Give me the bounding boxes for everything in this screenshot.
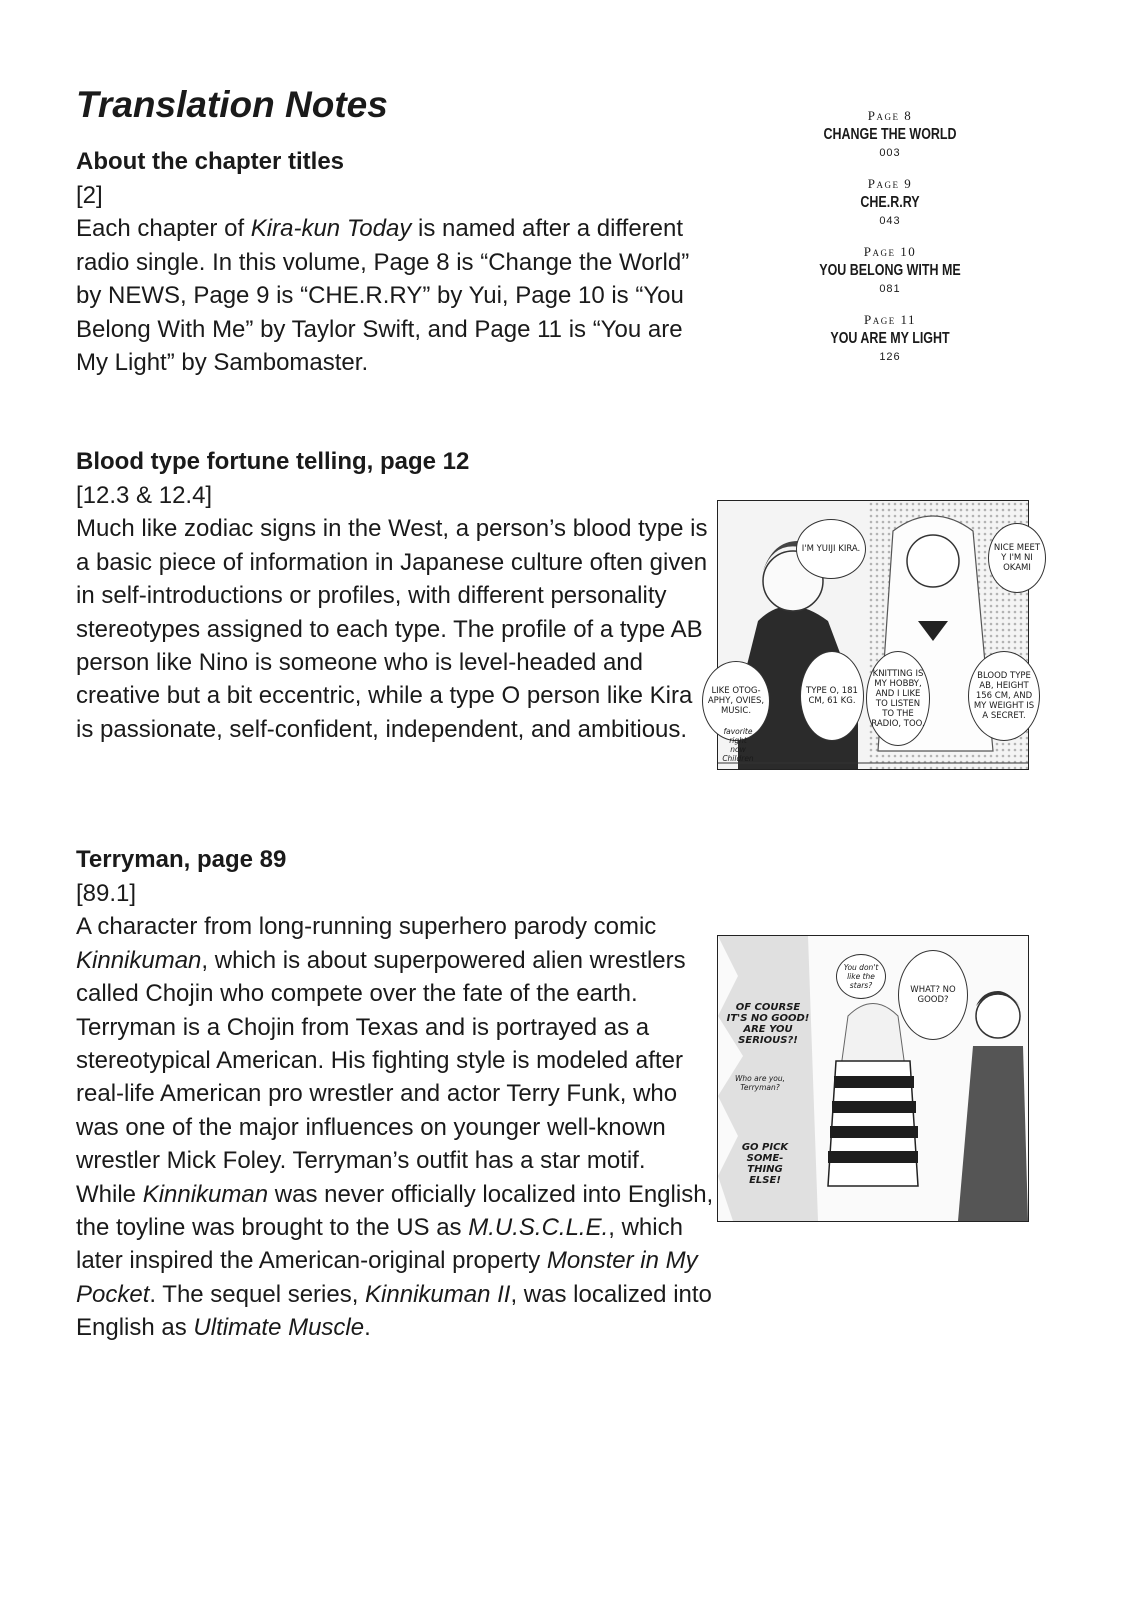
body-italic: Ultimate Muscle: [193, 1314, 365, 1342]
chapter-page: Page 10: [863, 244, 917, 259]
section-terryman: [76, 843, 716, 1345]
body-italic: Kinnikuman II: [365, 1280, 511, 1308]
body-text: Much like zodiac signs in the West, a person’s blood type is a basic piece of information in Japanese culture often given in self-introductions or profiles, with different personality stereotypes assigned to each type. The profile of a type AB person like Nino is someone who is level-headed and creative but a bit eccentric, while a type O person like Kira is passionate, self-confident, independent, and ambitious.: [76, 515, 708, 743]
section-body: [76, 877, 716, 1178]
chapter-page: Page 11: [864, 312, 916, 327]
chapter-title: YOU BELONG WITH ME: [819, 262, 961, 279]
chapter-page: Page 9: [867, 176, 913, 191]
chapter-title: CHE.R.RY: [860, 194, 920, 211]
body-text: was never officially localized into English, the toyline was brought to the US as: [76, 1180, 714, 1242]
chapter-number: 126: [879, 351, 901, 363]
caption-note: Who are you, Terryman?: [735, 1074, 785, 1092]
body-text: , which is about superpowered alien wrestlers called Chojin who compete over the fate of the earth. Terryman is a Chojin from Texas and is portrayed as a stereotypical American. His fighting style is modeled after real-life American pro wrestler and actor Terry Funk, who was one of the major influences on younger well-known wrestler Mick Foley. Terryman’s outfit has a star motif.: [76, 946, 686, 1175]
body-italic: M.U.S.C.L.E.: [468, 1214, 609, 1242]
section-body: [76, 179, 716, 379]
speech-bubble: NICE MEET Y I'M NI OKAMI: [988, 523, 1046, 593]
section-blood-type: [76, 445, 716, 746]
body-text: A character from long-running superhero parody comic: [76, 913, 657, 941]
section-body: [76, 1178, 716, 1345]
body-italic: Monster in My Pocket: [76, 1247, 698, 1308]
section-heading: About the chapter titles: [76, 148, 345, 175]
chapter-entry: [790, 312, 990, 364]
page-reference: [2]: [76, 182, 103, 209]
caption-note: favorite right now Children: [722, 727, 754, 763]
speech-bubble: LIKE OTOG- APHY, OVIES, MUSIC.: [702, 661, 770, 741]
section-body: [76, 479, 716, 746]
body-italic: Kinnikuman: [142, 1180, 269, 1208]
body-text: Each chapter of: [76, 215, 251, 243]
body-text: . The sequel series,: [149, 1280, 366, 1308]
speech-bubble: KNITTING IS MY HOBBY, AND I LIKE TO LISTEN TO THE RADIO, TOO.: [866, 651, 930, 746]
speech-bubble: I'M YUIJI KIRA.: [796, 519, 866, 579]
chapter-page: Page 8: [867, 108, 913, 123]
speech-bubble: BLOOD TYPE AB, HEIGHT 156 CM, AND MY WEIGHT IS A SECRET.: [968, 651, 1040, 741]
page-reference: [12.3 & 12.4]: [76, 482, 213, 509]
chapter-number: 081: [879, 283, 901, 295]
chapter-entry: [790, 176, 990, 228]
speech-bubble: TYPE O, 181 CM, 61 KG.: [800, 651, 864, 741]
section-chapter-titles: [76, 145, 716, 379]
speech-bubble: WHAT? NO GOOD?: [898, 950, 968, 1040]
chapter-number: 003: [879, 147, 901, 159]
speech-bubble: GO PICK SOME- THING ELSE!: [741, 1142, 789, 1186]
chapter-title: CHANGE THE WORLD: [823, 126, 957, 143]
speech-bubble: OF COURSE IT'S NO GOOD! ARE YOU SERIOUS?!: [726, 1002, 810, 1046]
body-text: is named after a different radio single. In this volume, Page 8 is “Change the World” by NEWS, Page 9 is “CHE.R.RY” by Yui, Page 10 is “You Belong With Me” by Taylor Swift, and Page 11 is “You are My Light” by Sambomaster.: [76, 215, 690, 377]
chapter-entry: [790, 244, 990, 296]
body-text: While: [76, 1180, 143, 1208]
striped-sweater: [828, 1061, 918, 1186]
manga-panel-terryman: [717, 935, 1029, 1222]
chapter-title: YOU ARE MY LIGHT: [830, 330, 950, 347]
body-text: , which later inspired the American-original property: [76, 1214, 683, 1275]
page-title: Translation Notes: [76, 84, 388, 125]
chapter-list-graphic: [790, 108, 990, 380]
body-italic: Kira-kun Today: [250, 215, 412, 243]
section-heading: Terryman, page 89: [76, 846, 287, 873]
speech-bubble: You don't like the stars?: [836, 954, 886, 999]
section-heading: Blood type fortune telling, page 12: [76, 448, 470, 475]
chapter-number: 043: [879, 215, 901, 227]
page-reference: [89.1]: [76, 880, 137, 907]
body-text: , was localized into English as: [76, 1280, 712, 1342]
chapter-entry: [790, 108, 990, 160]
body-text: .: [364, 1314, 371, 1342]
body-italic: Kinnikuman: [76, 946, 202, 974]
manga-panel-blood-type: [707, 500, 1041, 770]
